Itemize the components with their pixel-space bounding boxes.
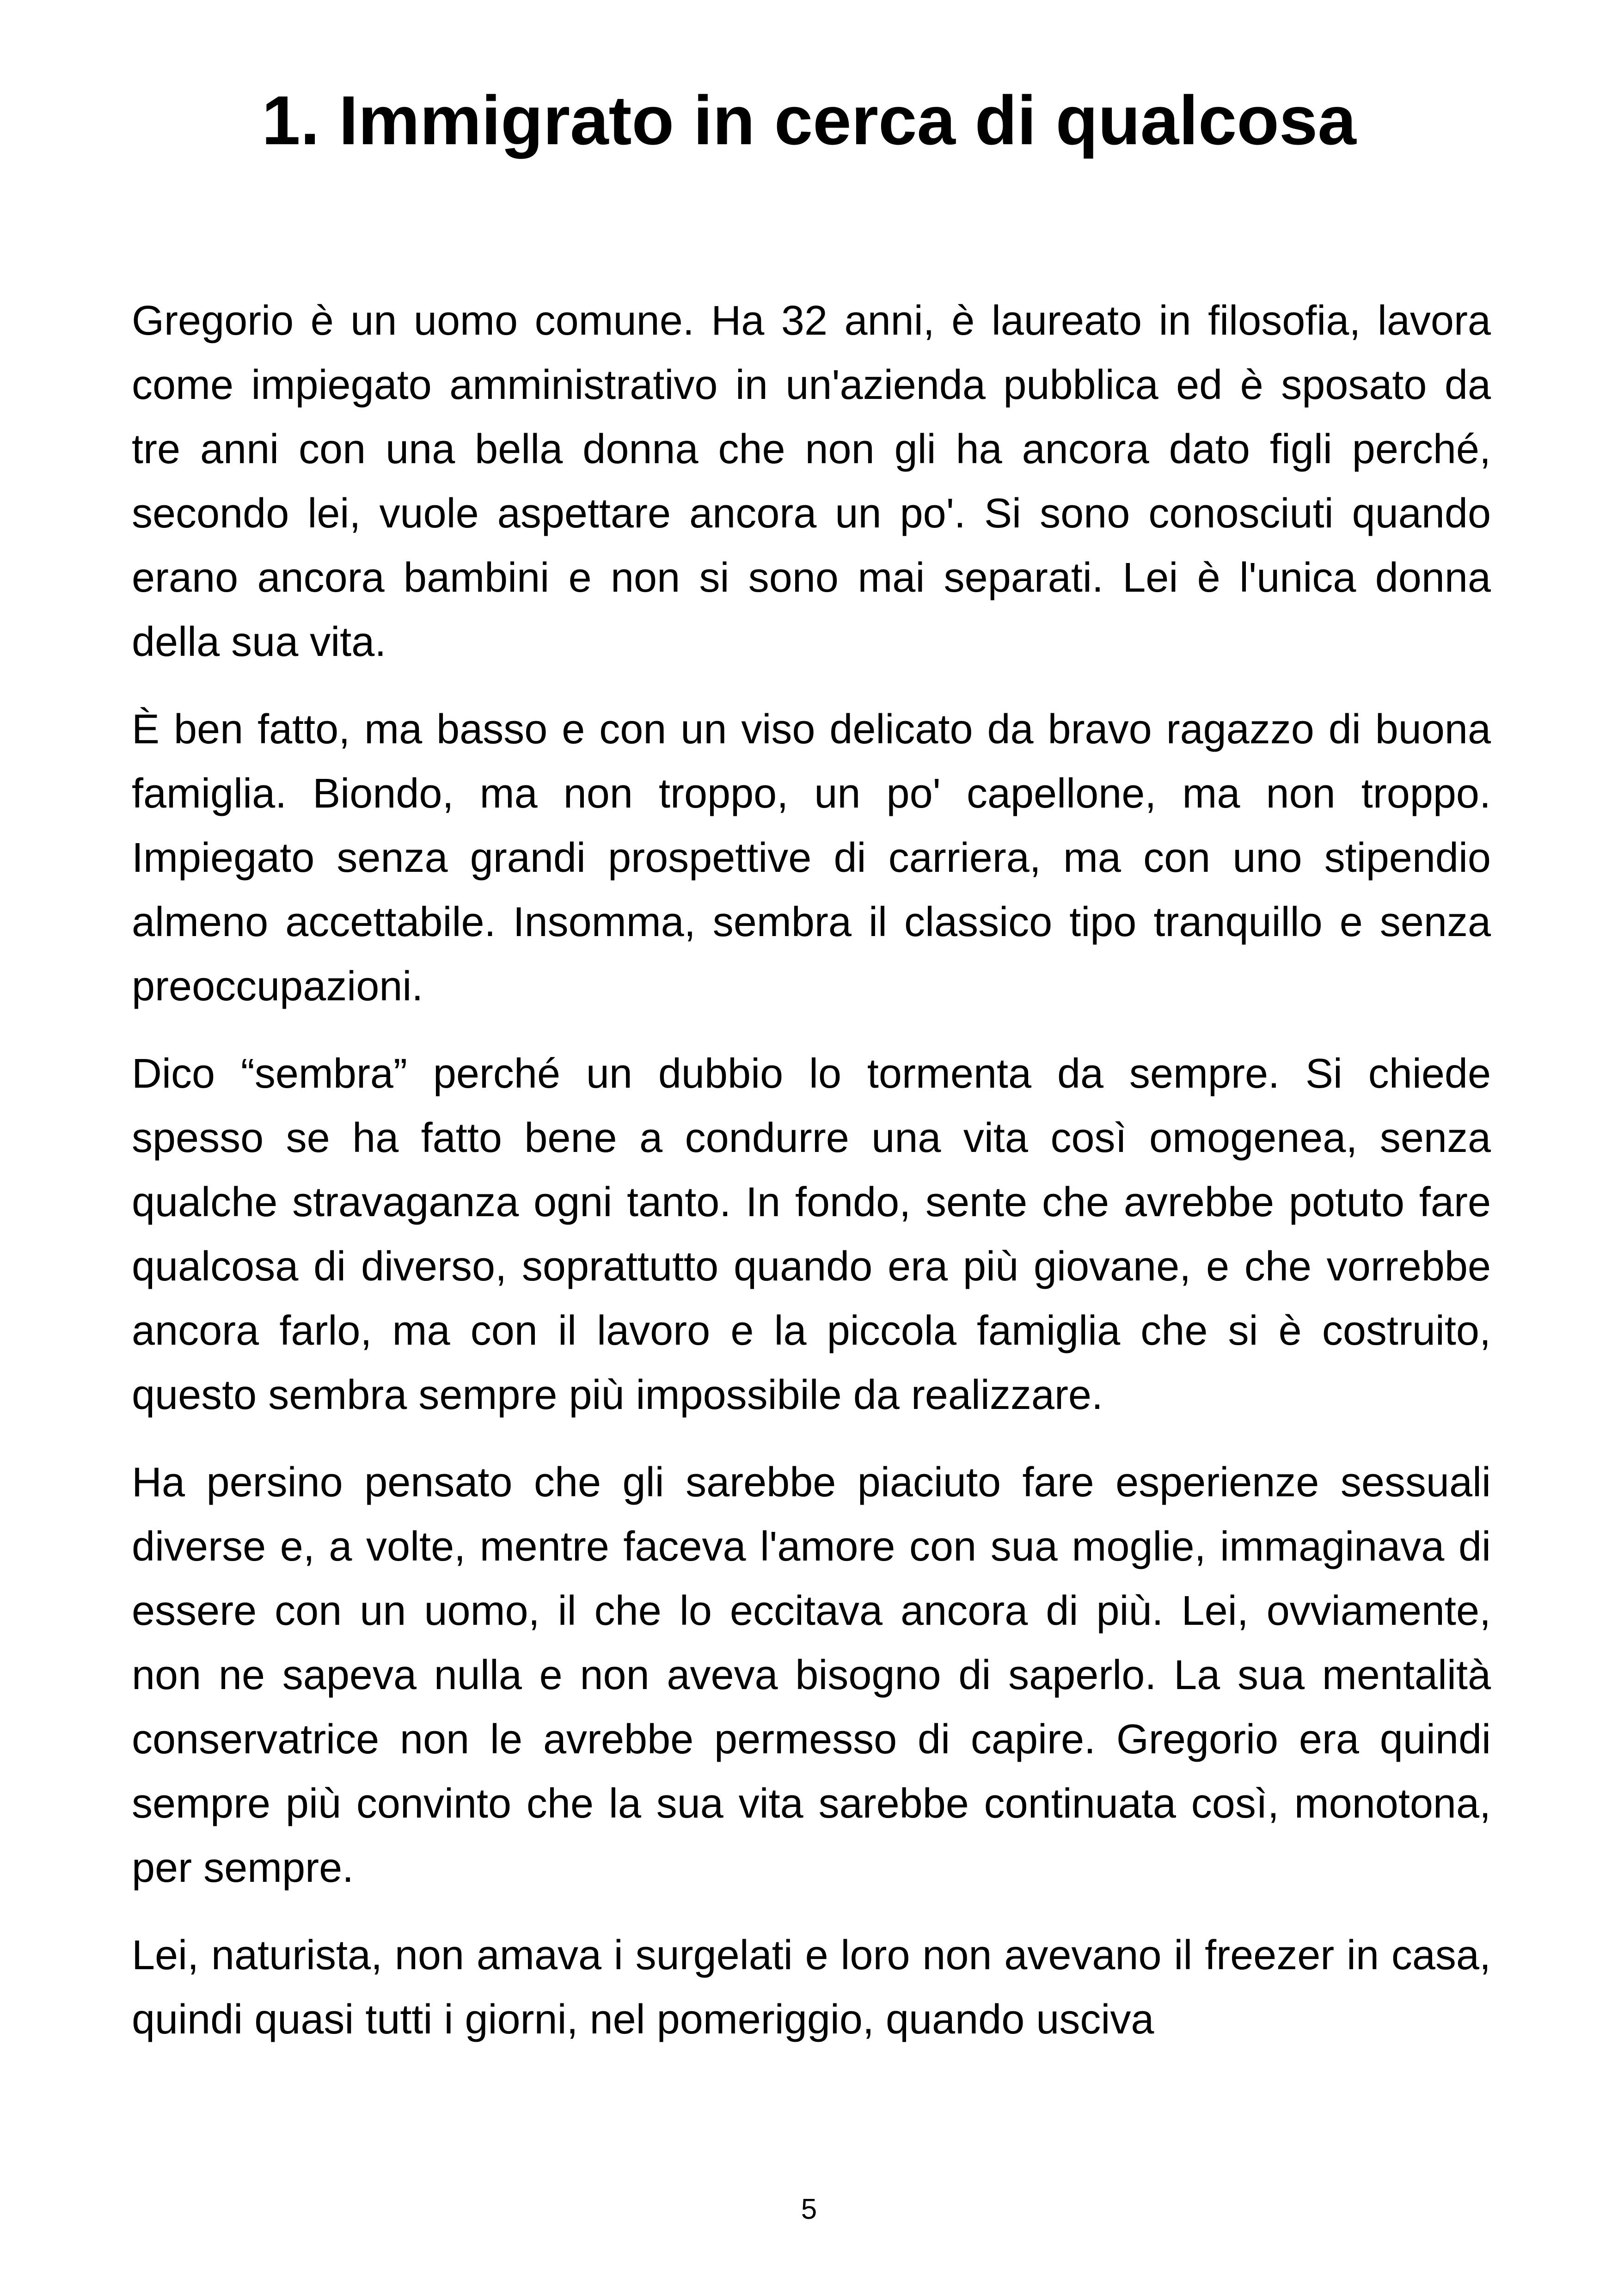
paragraph: Gregorio è un uomo comune. Ha 32 anni, è laureato in filosofia, lavora come impiegato amministrativo in un'azienda pubblica ed è sposato da tre anni con una bella donna che non gli ha ancora dato figli perché, secondo lei, vuole aspettare ancora un po'. Si sono conosciuti quando erano ancora bambini e non si sono mai separati. Lei è l'unica donna della sua vita. [132,298,1491,665]
paragraph: È ben fatto, ma basso e con un viso delicato da bravo ragazzo di buona famiglia. Biondo, ma non troppo, un po' capellone, ma non troppo. Impiegato senza grandi prospettive di carriera, ma con uno stipendio almeno accettabile. Insomma, sembra il classico tipo tranquillo e senza preoccupazioni. [132,706,1491,1010]
page-number: 5 [801,2193,817,2225]
chapter-title: 1. Immigrato in cerca di qualcosa [262,81,1356,159]
paragraph: Dico “sembra” perché un dubbio lo tormenta da sempre. Si chiede spesso se ha fatto bene a condurre una vita così omogenea, senza qualche stravaganza ogni tanto. In fondo, sente che avrebbe potuto fare qualcosa di diverso, soprattutto quando era più giovane, e che vorrebbe ancora farlo, ma con il lavoro e la piccola famiglia che si è costruito, questo sembra sempre più impossibile da realizzare. [132,1051,1491,1418]
paragraph: Lei, naturista, non amava i surgelati e loro non avevano il freezer in casa, quindi quasi tutti i giorni, nel pomeriggio, quando usciva [132,1932,1491,2043]
chapter-body [132,289,1491,2052]
paragraph: Ha persino pensato che gli sarebbe piaciuto fare esperienze sessuali diverse e, a volte, mentre faceva l'amore con sua moglie, immaginava di essere con un uomo, il che lo eccitava ancora di più. Lei, ovviamente, non ne sapeva nulla e non aveva bisogno di saperlo. La sua mentalità conservatrice non le avrebbe permesso di capire. Gregorio era quindi sempre più convinto che la sua vita sarebbe continuata così, monotona, per sempre. [132,1459,1491,1891]
